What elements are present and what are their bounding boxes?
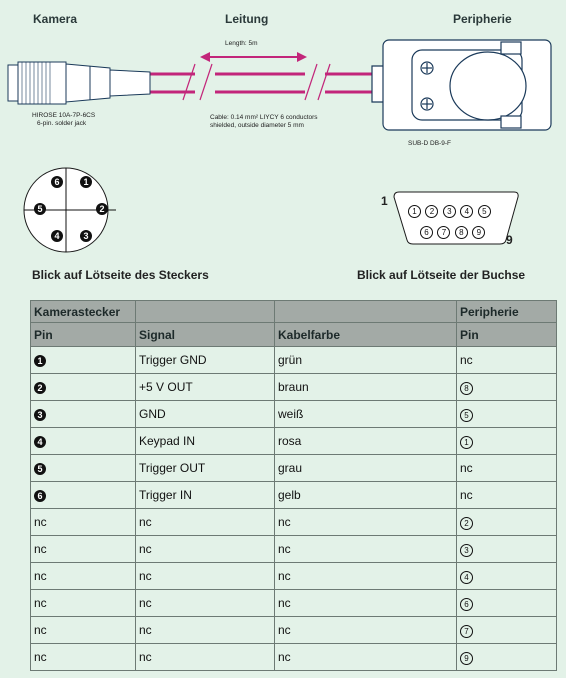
group-header-periphery: Peripherie xyxy=(457,301,557,323)
camera-pin-cell xyxy=(31,374,136,401)
periphery-pin-badge: 9 xyxy=(460,652,473,665)
text-cell: Trigger GND xyxy=(136,347,275,374)
periphery-pin-cell: nc xyxy=(457,347,557,374)
text-cell: Trigger IN xyxy=(136,482,275,509)
text-cell: grün xyxy=(275,347,457,374)
camera-pin-badge: 4 xyxy=(34,436,46,448)
text-cell: braun xyxy=(275,374,457,401)
periphery-pin-cell: nc xyxy=(457,455,557,482)
table-row xyxy=(31,563,557,590)
text-cell: nc xyxy=(136,563,275,590)
dsub-bottom-row xyxy=(420,222,485,240)
dsub-pin-6: 6 xyxy=(420,226,433,239)
text-cell: nc xyxy=(136,590,275,617)
table-body xyxy=(31,347,557,671)
dsub-top-row xyxy=(408,201,491,219)
cable-info-line1: Cable: 0.14 mm² LIYCY 6 conductors xyxy=(210,114,318,121)
cable-diagram xyxy=(0,0,566,290)
camera-pin-cell: nc xyxy=(31,536,136,563)
periphery-pin-badge: 4 xyxy=(460,571,473,584)
periphery-pin-badge: 2 xyxy=(460,517,473,530)
dsub-label-9: 9 xyxy=(506,233,513,247)
text-cell: weiß xyxy=(275,401,457,428)
col-header-pin: Pin xyxy=(31,323,136,347)
header-cable: Leitung xyxy=(225,12,269,26)
text-cell: nc xyxy=(136,617,275,644)
dsub-pin-7: 7 xyxy=(437,226,450,239)
text-cell: nc xyxy=(275,563,457,590)
hirose-pin-6: 6 xyxy=(51,176,63,188)
hirose-connector xyxy=(8,62,150,104)
periphery-pin-cell xyxy=(457,536,557,563)
length-label: Length: 5m xyxy=(225,40,258,47)
dsub-pin-4: 4 xyxy=(460,205,473,218)
header-camera: Kamera xyxy=(33,12,78,26)
text-cell: Keypad IN xyxy=(136,428,275,455)
camera-pin-badge: 1 xyxy=(34,355,46,367)
periphery-pin-cell xyxy=(457,590,557,617)
hirose-pin-4: 4 xyxy=(51,230,63,242)
length-arrow xyxy=(200,52,307,62)
camera-pin-cell xyxy=(31,428,136,455)
dsub-label-1: 1 xyxy=(381,194,388,208)
hirose-pin-5: 5 xyxy=(34,203,46,215)
camera-pin-cell: nc xyxy=(31,617,136,644)
connector-left-line2: 6-pin. solder jack xyxy=(37,120,87,127)
text-cell: gelb xyxy=(275,482,457,509)
camera-pin-cell: nc xyxy=(31,644,136,671)
table-row xyxy=(31,590,557,617)
text-cell: nc xyxy=(275,644,457,671)
group-header-empty-1 xyxy=(136,301,275,323)
text-cell: nc xyxy=(136,509,275,536)
table-row xyxy=(31,536,557,563)
table-row xyxy=(31,617,557,644)
camera-pin-badge: 6 xyxy=(34,490,46,502)
periphery-pin-cell xyxy=(457,617,557,644)
camera-pin-cell: nc xyxy=(31,590,136,617)
cable-info-line2: shielded, outside diameter 5 mm xyxy=(210,122,304,129)
col-header-cable-color: Kabelfarbe xyxy=(275,323,457,347)
camera-pin-cell xyxy=(31,347,136,374)
text-cell: nc xyxy=(275,617,457,644)
hirose-pin-1: 1 xyxy=(80,176,92,188)
periphery-pin-cell xyxy=(457,509,557,536)
pin-table xyxy=(30,300,557,671)
table-group-header-row xyxy=(31,301,557,323)
cable-lines xyxy=(150,74,372,92)
periphery-pin-cell xyxy=(457,428,557,455)
group-header-camera: Kamerastecker xyxy=(31,301,136,323)
text-cell: nc xyxy=(275,509,457,536)
header-periphery: Peripherie xyxy=(453,12,512,26)
periphery-pin-cell xyxy=(457,401,557,428)
dsub-pin-5: 5 xyxy=(478,205,491,218)
periphery-pin-cell: nc xyxy=(457,482,557,509)
table-row xyxy=(31,347,557,374)
camera-pin-cell: nc xyxy=(31,509,136,536)
dsub-pin-1: 1 xyxy=(408,205,421,218)
connector-left-line1: HIROSE 10A-7P-6CS xyxy=(32,112,96,119)
dsub-pin-8: 8 xyxy=(455,226,468,239)
cable-break-marks xyxy=(183,64,330,100)
dsub-pin-9: 9 xyxy=(472,226,485,239)
dsub-pin-2: 2 xyxy=(425,205,438,218)
caption-left: Blick auf Lötseite des Steckers xyxy=(32,268,209,282)
text-cell: GND xyxy=(136,401,275,428)
camera-pin-badge: 3 xyxy=(34,409,46,421)
periphery-pin-badge: 5 xyxy=(460,409,473,422)
table-column-header-row xyxy=(31,323,557,347)
periphery-pin-badge: 6 xyxy=(460,598,473,611)
table-row xyxy=(31,374,557,401)
periphery-pin-badge: 8 xyxy=(460,382,473,395)
hirose-pin-2: 2 xyxy=(96,203,108,215)
table-row xyxy=(31,509,557,536)
text-cell: rosa xyxy=(275,428,457,455)
periphery-pin-badge: 7 xyxy=(460,625,473,638)
camera-pin-cell xyxy=(31,482,136,509)
table-row xyxy=(31,428,557,455)
table-row xyxy=(31,401,557,428)
text-cell: nc xyxy=(136,536,275,563)
text-cell: Trigger OUT xyxy=(136,455,275,482)
col-header-signal: Signal xyxy=(136,323,275,347)
group-header-empty-2 xyxy=(275,301,457,323)
camera-pin-badge: 2 xyxy=(34,382,46,394)
dsub-pin-3: 3 xyxy=(443,205,456,218)
camera-pin-badge: 5 xyxy=(34,463,46,475)
text-cell: grau xyxy=(275,455,457,482)
text-cell: nc xyxy=(136,644,275,671)
connector-right-label: SUB-D DB-9-F xyxy=(408,140,451,147)
subd-connector xyxy=(372,40,551,130)
periphery-pin-cell xyxy=(457,644,557,671)
periphery-pin-badge: 3 xyxy=(460,544,473,557)
periphery-pin-cell xyxy=(457,374,557,401)
camera-pin-cell xyxy=(31,455,136,482)
periphery-pin-badge: 1 xyxy=(460,436,473,449)
table-row xyxy=(31,644,557,671)
text-cell: nc xyxy=(275,590,457,617)
text-cell: +5 V OUT xyxy=(136,374,275,401)
text-cell: nc xyxy=(275,536,457,563)
table-row xyxy=(31,455,557,482)
col-header-periphery-pin: Pin xyxy=(457,323,557,347)
camera-pin-cell: nc xyxy=(31,563,136,590)
camera-pin-cell xyxy=(31,401,136,428)
table-row xyxy=(31,482,557,509)
caption-right: Blick auf Lötseite der Buchse xyxy=(357,268,526,282)
periphery-pin-cell xyxy=(457,563,557,590)
hirose-pin-3: 3 xyxy=(80,230,92,242)
